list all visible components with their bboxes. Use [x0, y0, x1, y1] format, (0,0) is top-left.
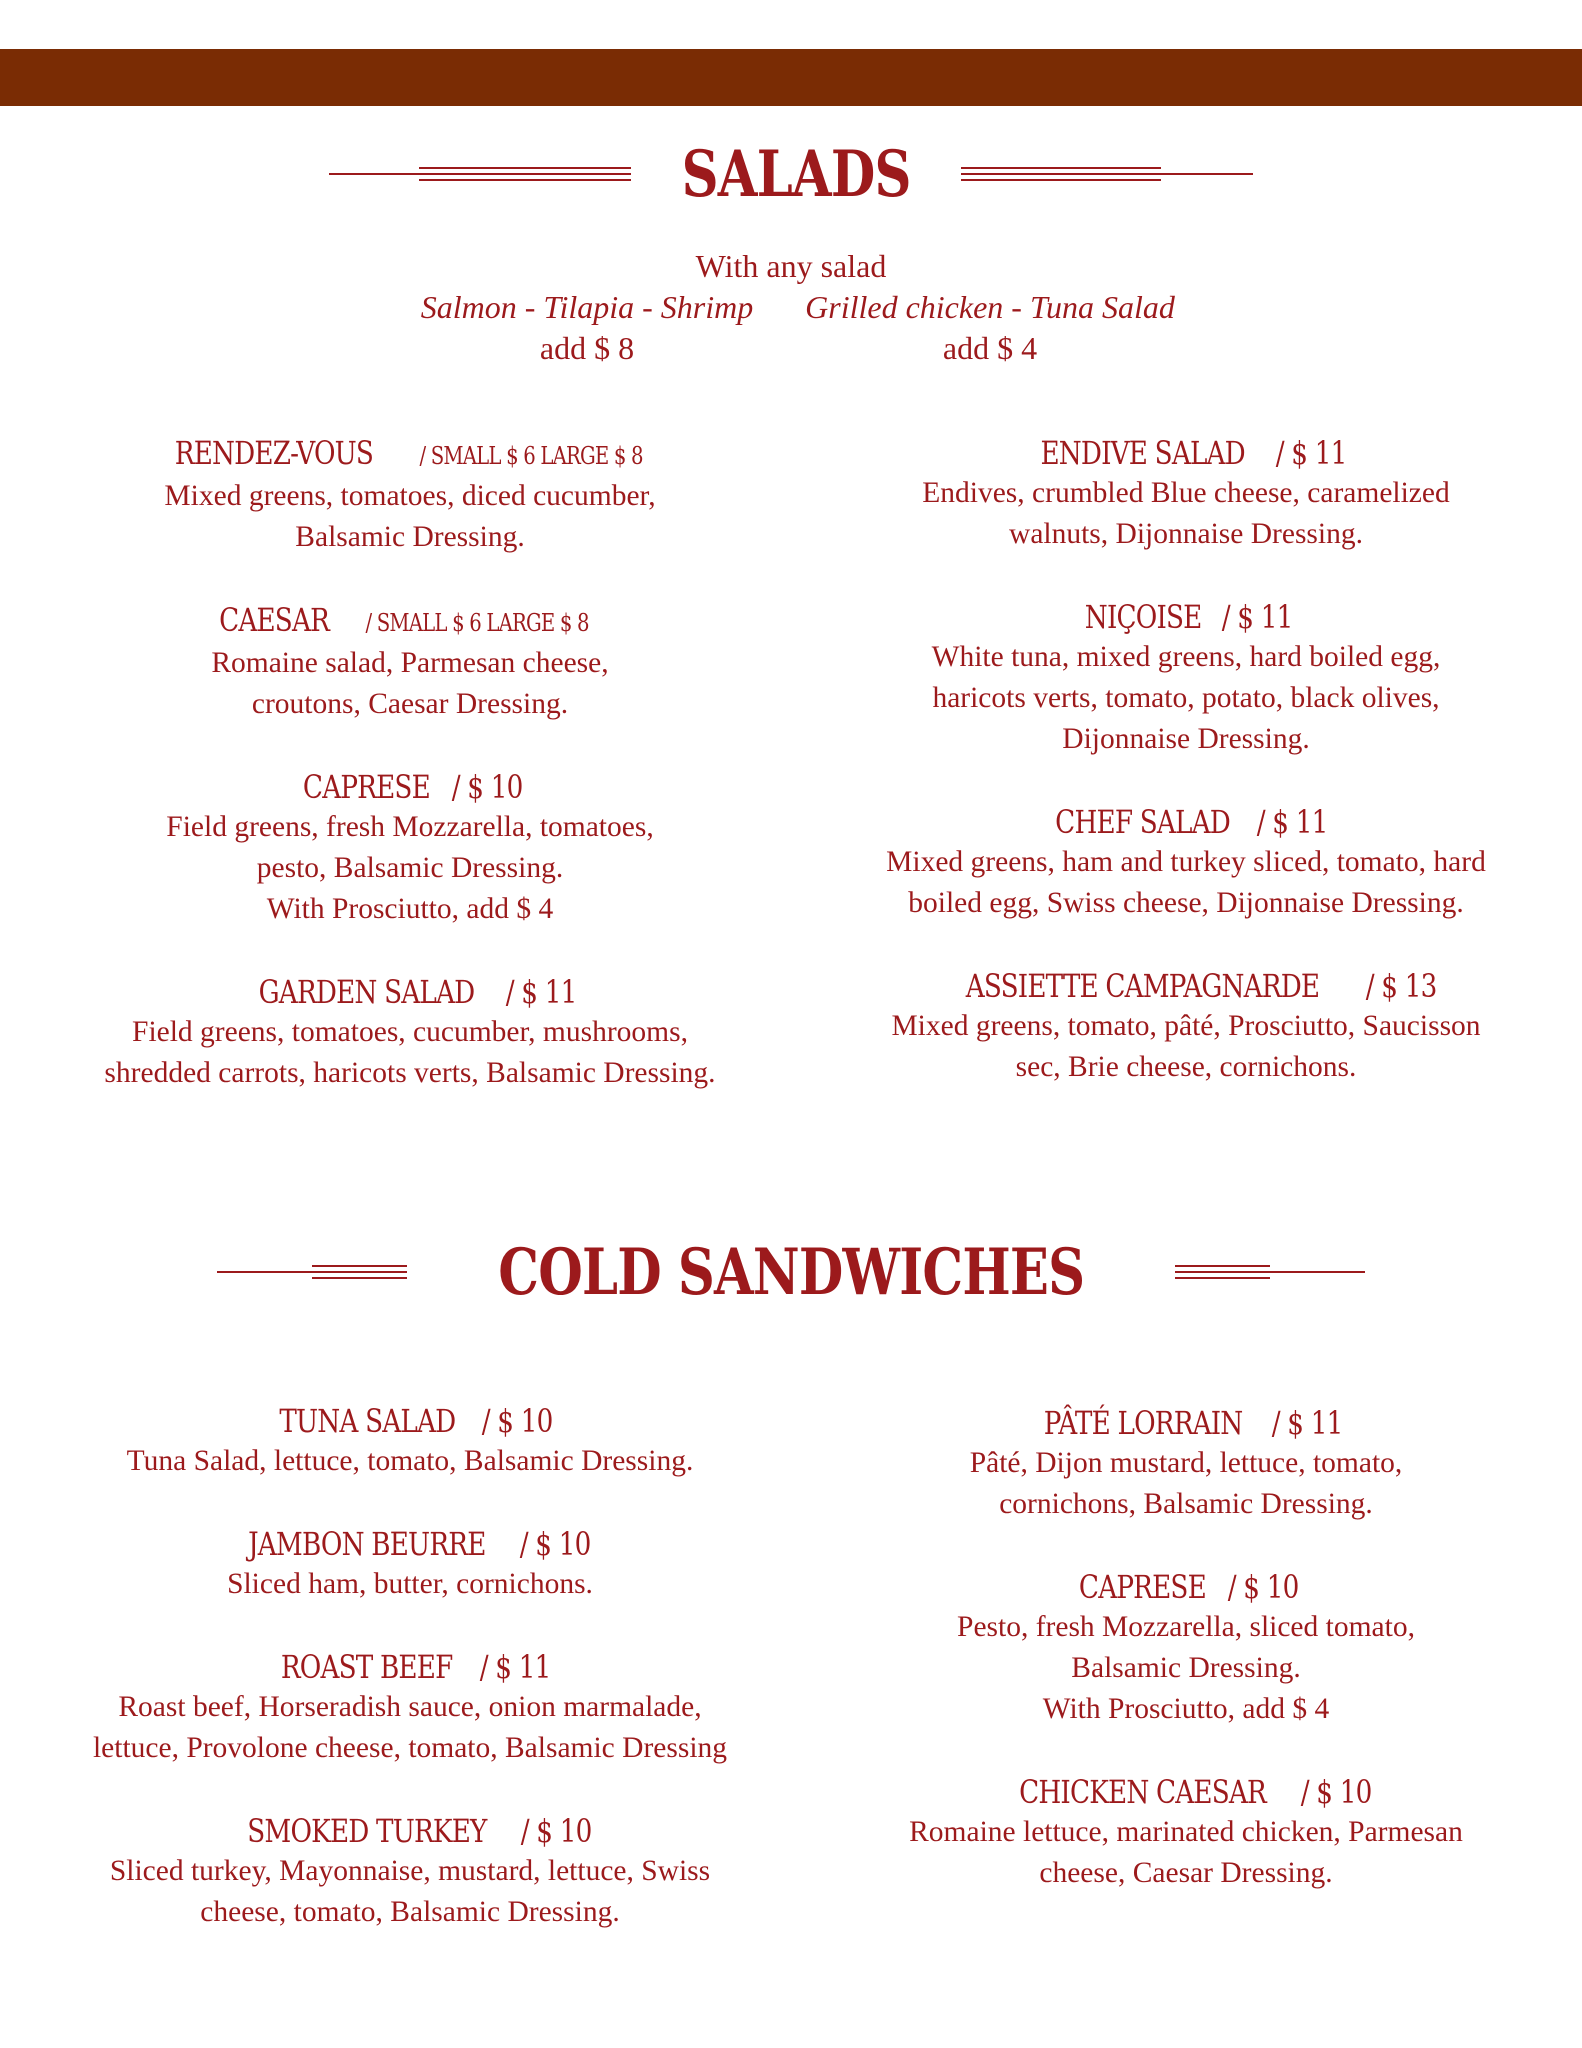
- menu-item-title: [800, 1567, 1572, 1607]
- menu-item-description: Pesto, fresh Mozzarella, sliced tomato,: [957, 1611, 1415, 1643]
- menu-item-description: cornichons, Balsamic Dressing.: [999, 1488, 1373, 1520]
- menu-item-description: Romaine salad, Parmesan cheese,: [211, 647, 609, 679]
- menu-item-description: Endives, crumbled Blue cheese, caramelized: [922, 477, 1450, 509]
- sandwiches-heading: [0, 1236, 1582, 1308]
- menu-item-description: Mixed greens, tomato, pâté, Prosciutto, Saucisson: [891, 1010, 1481, 1042]
- salads-heading: [0, 138, 1582, 210]
- menu-item-name: TUNA SALAD: [278, 1402, 455, 1440]
- menu-item: [800, 1403, 1572, 1525]
- salads-right-column: [800, 433, 1572, 1088]
- menu-item: [800, 433, 1572, 555]
- menu-item-title: [20, 972, 800, 1012]
- menu-item-title: [800, 966, 1572, 1006]
- menu-item-description: Mixed greens, ham and turkey sliced, tomato, hard: [886, 846, 1486, 878]
- menu-item-title: [800, 802, 1572, 842]
- menu-item: [20, 767, 800, 930]
- menu-item-price: / $ 11: [1221, 598, 1293, 636]
- menu-item-title: [20, 1811, 800, 1851]
- menu-item: [20, 1647, 800, 1769]
- addons-intro: With any salad: [695, 248, 887, 284]
- sandwiches-title: COLD SANDWICHES: [497, 1234, 1085, 1310]
- menu-item-description: Mixed greens, tomatoes, diced cucumber,: [164, 480, 656, 512]
- menu-item-title: [20, 1524, 800, 1564]
- menu-item-price: / $ 10: [519, 1525, 591, 1563]
- menu-item-price: / $ 10: [1228, 1568, 1299, 1606]
- menu-item-price: / $ 13: [1366, 967, 1437, 1005]
- menu-item-title: [800, 1772, 1572, 1812]
- menu-item-description: Field greens, tomatoes, cucumber, mushrooms,: [132, 1016, 688, 1048]
- menu-item: [20, 600, 800, 725]
- menu-item-price: / $ 11: [1275, 434, 1347, 472]
- salads-left-column: [20, 433, 800, 1094]
- menu-item-name: JAMBON BEURRE: [248, 1525, 486, 1563]
- menu-item: [800, 1772, 1572, 1894]
- menu-item-description: Romaine lettuce, marinated chicken, Parmesan: [909, 1816, 1463, 1848]
- menu-item-description: Pâté, Dijon mustard, lettuce, tomato,: [969, 1447, 1403, 1479]
- menu-item-name: NIÇOISE: [1084, 598, 1202, 636]
- menu-item-description: haricots verts, tomato, potato, black olives,: [932, 682, 1440, 714]
- menu-item-price: / $ 10: [1301, 1773, 1372, 1811]
- menu-item: [800, 597, 1572, 760]
- menu-item: [800, 966, 1572, 1088]
- menu-item-description: walnuts, Dijonnaise Dressing.: [1009, 518, 1363, 550]
- menu-item-title: [20, 1647, 800, 1687]
- menu-item: [20, 1811, 800, 1933]
- menu-item-description: Balsamic Dressing.: [1071, 1652, 1301, 1684]
- menu-item-description: With Prosciutto, add $ 4: [266, 893, 554, 925]
- menu-item-name: CAPRESE: [303, 768, 431, 806]
- menu-item: [20, 972, 800, 1094]
- menu-item-name: ROAST BEEF: [281, 1648, 453, 1686]
- menu-item-name: ASSIETTE CAMPAGNARDE: [966, 967, 1320, 1005]
- menu-item-price: / $ 11: [1271, 1404, 1343, 1442]
- menu-item-description: Sliced turkey, Mayonnaise, mustard, lettuce, Swiss: [109, 1855, 711, 1887]
- menu-item-description: cheese, tomato, Balsamic Dressing.: [200, 1896, 620, 1928]
- menu-item-description: Roast beef, Horseradish sauce, onion marmalade,: [118, 1691, 702, 1723]
- menu-item-description: croutons, Caesar Dressing.: [251, 688, 569, 720]
- menu-item-name: RENDEZ-VOUS: [174, 434, 374, 472]
- menu-item: [20, 1524, 800, 1605]
- menu-item-description: boiled egg, Swiss cheese, Dijonnaise Dressing.: [908, 887, 1464, 919]
- menu-item-description: White tuna, mixed greens, hard boiled egg,: [931, 641, 1441, 673]
- menu-item-price: / $ 11: [506, 973, 577, 1011]
- menu-item-description: Balsamic Dressing.: [295, 521, 525, 553]
- menu-item-name: ENDIVE SALAD: [1040, 434, 1246, 472]
- sandwiches-right-column: [800, 1403, 1572, 1894]
- menu-item-price: / $ 10: [452, 768, 523, 806]
- menu-item-description: Sliced ham, butter, cornichons.: [227, 1568, 593, 1600]
- menu-item-name: GARDEN SALAD: [259, 973, 475, 1011]
- menu-item-title: [20, 1401, 800, 1441]
- addon-options: Salmon - Tilapia - Shrimp: [420, 289, 754, 325]
- menu-item: [800, 1567, 1572, 1730]
- salads-title: SALADS: [681, 136, 911, 212]
- menu-item-description: Field greens, fresh Mozzarella, tomatoes,: [166, 811, 654, 843]
- addon-options: Grilled chicken - Tuna Salad: [805, 289, 1175, 325]
- menu-item-description: Dijonnaise Dressing.: [1062, 723, 1310, 755]
- heading-ornament-right: [1175, 1265, 1365, 1279]
- menu-item-description: shredded carrots, haricots verts, Balsamic Dressing.: [104, 1057, 716, 1089]
- menu-item-price: / $ 10: [481, 1402, 553, 1440]
- menu-item-price: / $ 11: [479, 1648, 550, 1686]
- menu-item-name: SMOKED TURKEY: [247, 1812, 487, 1850]
- menu-item-description: lettuce, Provolone cheese, tomato, Balsamic Dressing: [92, 1732, 728, 1764]
- menu-item-name: CAESAR: [218, 601, 329, 639]
- menu-item-title: [800, 597, 1572, 637]
- sandwiches-left-column: [20, 1401, 800, 1933]
- header-bar: [0, 49, 1582, 106]
- menu-item-description: With Prosciutto, add $ 4: [1042, 1693, 1330, 1725]
- menu-item: [20, 433, 800, 558]
- heading-ornament-left: [329, 167, 631, 181]
- menu-item: [20, 1401, 800, 1482]
- menu-item-title: [20, 600, 800, 643]
- menu-item: [800, 802, 1572, 924]
- menu-item-description: Tuna Salad, lettuce, tomato, Balsamic Dressing.: [126, 1445, 694, 1477]
- addon-price: add $ 8: [539, 330, 635, 366]
- menu-item-description: cheese, Caesar Dressing.: [1039, 1857, 1333, 1889]
- menu-item-title: [20, 433, 800, 476]
- menu-item-price: / SMALL $ 6 LARGE $ 8: [365, 609, 589, 637]
- menu-item-description: sec, Brie cheese, cornichons.: [1015, 1051, 1357, 1083]
- addon-seafood: [367, 287, 807, 369]
- menu-item-price: / SMALL $ 6 LARGE $ 8: [419, 442, 643, 470]
- menu-item-price: / $ 10: [520, 1812, 592, 1850]
- menu-item-name: CHEF SALAD: [1055, 803, 1231, 841]
- salad-addons: [0, 246, 1582, 366]
- menu-item-name: CAPRESE: [1079, 1568, 1207, 1606]
- menu-item-price: / $ 11: [1257, 803, 1328, 841]
- menu-item-name: PÂTÉ LORRAIN: [1043, 1404, 1243, 1442]
- addon-poultry: [770, 287, 1210, 369]
- heading-ornament-right: [961, 167, 1253, 181]
- menu-item-description: pesto, Balsamic Dressing.: [256, 852, 564, 884]
- heading-ornament-left: [217, 1265, 407, 1279]
- menu-item-title: [20, 767, 800, 807]
- menu-item-title: [800, 1403, 1572, 1443]
- menu-item-title: [800, 433, 1572, 473]
- menu-item-name: CHICKEN CAESAR: [1019, 1773, 1267, 1811]
- addon-price: add $ 4: [942, 330, 1038, 366]
